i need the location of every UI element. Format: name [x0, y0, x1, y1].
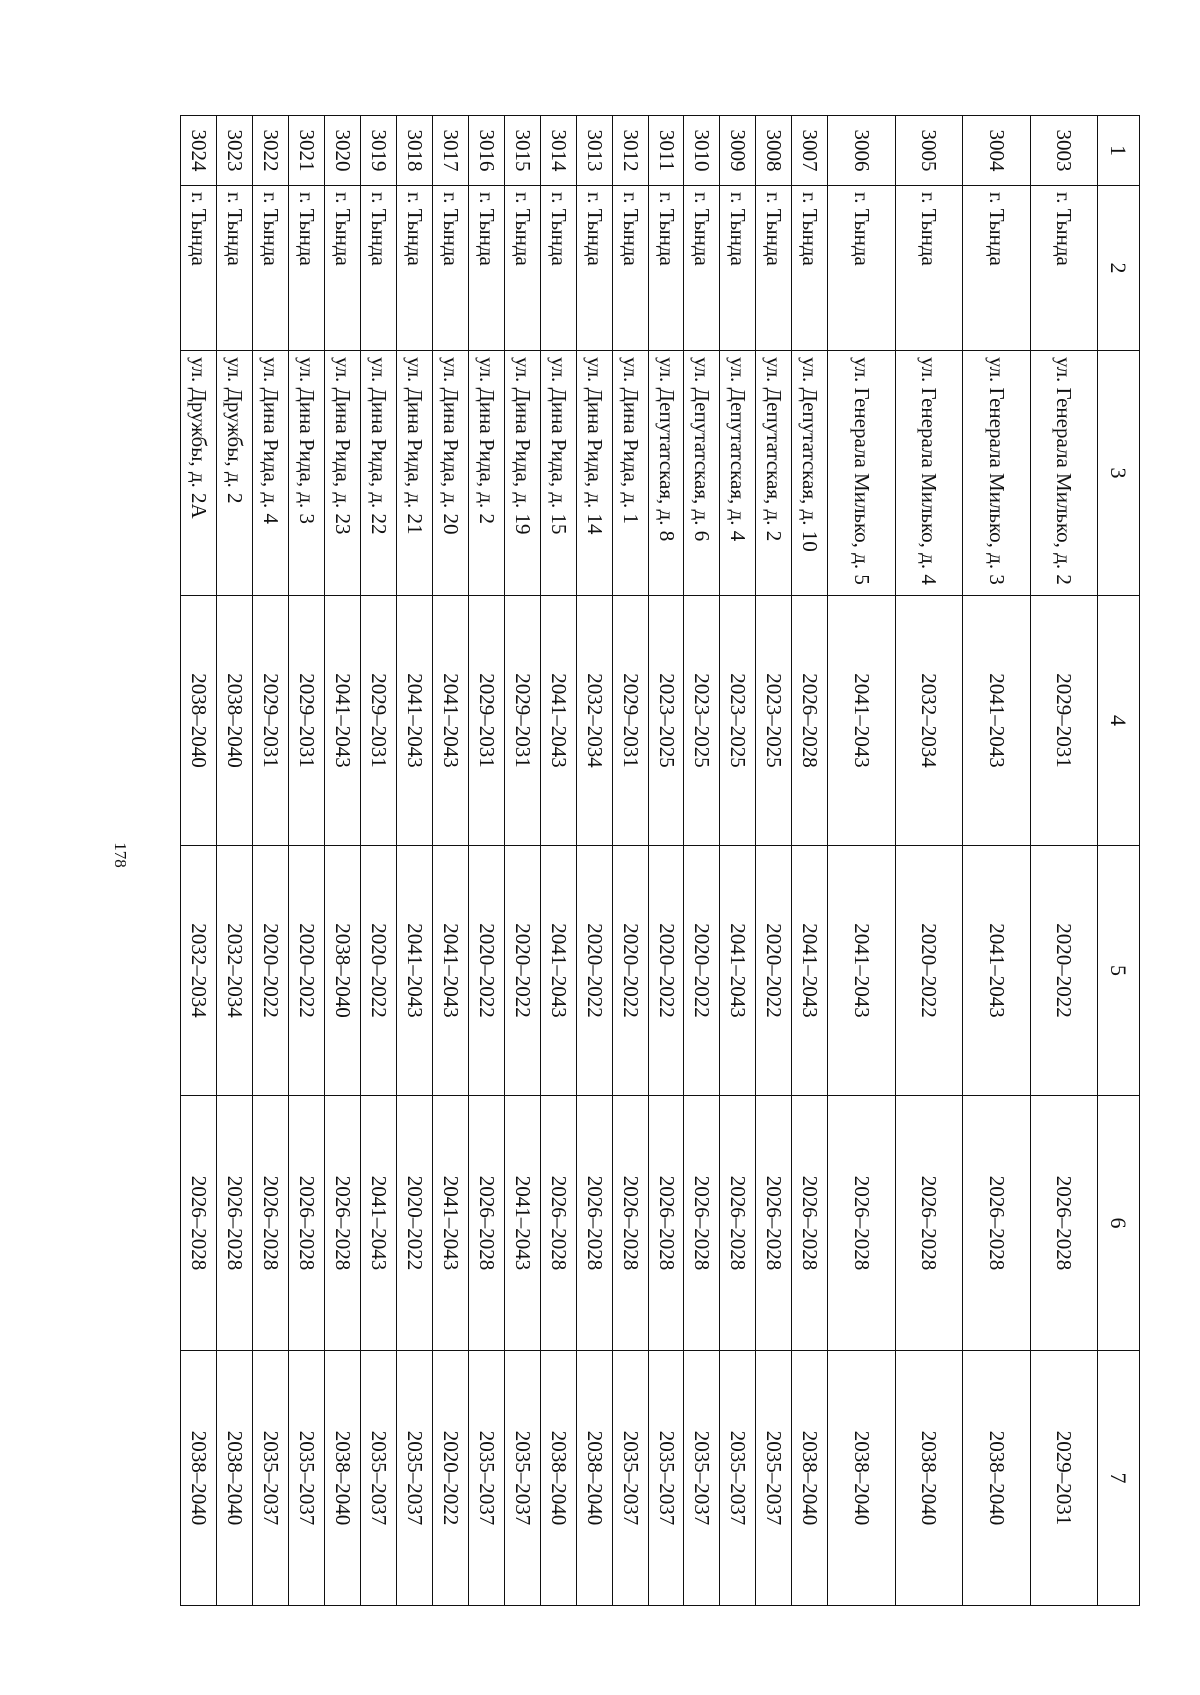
cell-period-col4: 2023–2025	[720, 596, 756, 846]
cell-period-col5: 2041–2043	[792, 846, 828, 1096]
table-row	[792, 116, 828, 1606]
cell-period-col7: 2029–2031	[1030, 1351, 1097, 1606]
cell-period-col7: 2035–2037	[396, 1351, 432, 1606]
cell-period-col6: 2041–2043	[504, 1096, 540, 1351]
cell-number: 3015	[504, 116, 540, 186]
cell-period-col5: 2020–2022	[576, 846, 612, 1096]
cell-address: ул. Дина Рида, д. 20	[432, 351, 468, 596]
cell-period-col7: 2035–2037	[612, 1351, 648, 1606]
cell-number: 3009	[720, 116, 756, 186]
cell-city: г. Тында	[432, 186, 468, 351]
table-row	[540, 116, 576, 1606]
cell-period-col6: 2026–2028	[895, 1096, 962, 1351]
cell-number: 3016	[468, 116, 504, 186]
column-header: 3	[1098, 351, 1140, 596]
cell-address: ул. Дина Рида, д. 21	[396, 351, 432, 596]
table-row	[963, 116, 1030, 1606]
cell-period-col7: 2038–2040	[895, 1351, 962, 1606]
cell-period-col7: 2035–2037	[756, 1351, 792, 1606]
cell-city: г. Тында	[756, 186, 792, 351]
cell-period-col6: 2026–2028	[289, 1096, 325, 1351]
cell-period-col6: 2020–2022	[396, 1096, 432, 1351]
cell-period-col5: 2020–2022	[468, 846, 504, 1096]
cell-city: г. Тында	[468, 186, 504, 351]
cell-period-col5: 2041–2043	[396, 846, 432, 1096]
cell-period-col5: 2041–2043	[540, 846, 576, 1096]
column-header: 1	[1098, 116, 1140, 186]
cell-number: 3021	[289, 116, 325, 186]
cell-period-col6: 2026–2028	[648, 1096, 684, 1351]
cell-period-col7: 2035–2037	[468, 1351, 504, 1606]
cell-address: ул. Генерала Милько, д. 2	[1030, 351, 1097, 596]
cell-address: ул. Депутатская, д. 4	[720, 351, 756, 596]
cell-period-col5: 2038–2040	[324, 846, 360, 1096]
column-header: 5	[1098, 846, 1140, 1096]
cell-address: ул. Дина Рида, д. 19	[504, 351, 540, 596]
cell-period-col5: 2020–2022	[1030, 846, 1097, 1096]
cell-address: ул. Генерала Милько, д. 4	[895, 351, 962, 596]
cell-period-col4: 2029–2031	[253, 596, 289, 846]
cell-period-col4: 2023–2025	[756, 596, 792, 846]
cell-period-col6: 2041–2043	[432, 1096, 468, 1351]
cell-period-col4: 2041–2043	[540, 596, 576, 846]
cell-address: ул. Дина Рида, д. 4	[253, 351, 289, 596]
column-header: 6	[1098, 1096, 1140, 1351]
cell-number: 3014	[540, 116, 576, 186]
cell-period-col4: 2038–2040	[181, 596, 217, 846]
cell-period-col4: 2041–2043	[828, 596, 895, 846]
cell-period-col5: 2020–2022	[648, 846, 684, 1096]
cell-period-col6: 2026–2028	[253, 1096, 289, 1351]
cell-period-col4: 2029–2031	[360, 596, 396, 846]
cell-number: 3008	[756, 116, 792, 186]
cell-address: ул. Депутатская, д. 6	[684, 351, 720, 596]
cell-city: г. Тында	[504, 186, 540, 351]
column-header: 7	[1098, 1351, 1140, 1606]
table-row	[504, 116, 540, 1606]
cell-city: г. Тында	[828, 186, 895, 351]
cell-period-col4: 2029–2031	[468, 596, 504, 846]
cell-address: ул. Дина Рида, д. 3	[289, 351, 325, 596]
cell-number: 3017	[432, 116, 468, 186]
cell-period-col7: 2035–2037	[289, 1351, 325, 1606]
cell-period-col6: 2041–2043	[360, 1096, 396, 1351]
cell-number: 3005	[895, 116, 962, 186]
table-row	[576, 116, 612, 1606]
cell-period-col7: 2038–2040	[828, 1351, 895, 1606]
cell-period-col7: 2035–2037	[648, 1351, 684, 1606]
table-row	[396, 116, 432, 1606]
cell-address: ул. Дина Рида, д. 15	[540, 351, 576, 596]
cell-address: ул. Генерала Милько, д. 5	[828, 351, 895, 596]
cell-number: 3020	[324, 116, 360, 186]
cell-address: ул. Дина Рида, д. 23	[324, 351, 360, 596]
cell-city: г. Тында	[396, 186, 432, 351]
cell-city: г. Тында	[576, 186, 612, 351]
cell-period-col5: 2041–2043	[432, 846, 468, 1096]
registry-table-container	[180, 115, 1140, 1605]
cell-period-col4: 2029–2031	[289, 596, 325, 846]
cell-period-col5: 2020–2022	[504, 846, 540, 1096]
cell-city: г. Тында	[792, 186, 828, 351]
cell-period-col5: 2020–2022	[289, 846, 325, 1096]
cell-number: 3013	[576, 116, 612, 186]
cell-city: г. Тында	[684, 186, 720, 351]
table-row	[720, 116, 756, 1606]
cell-period-col7: 2038–2040	[792, 1351, 828, 1606]
table-body	[181, 116, 1098, 1606]
table-row	[612, 116, 648, 1606]
table-row	[432, 116, 468, 1606]
cell-period-col7: 2035–2037	[684, 1351, 720, 1606]
cell-period-col7: 2038–2040	[324, 1351, 360, 1606]
cell-period-col4: 2032–2034	[895, 596, 962, 846]
cell-period-col6: 2026–2028	[684, 1096, 720, 1351]
cell-number: 3022	[253, 116, 289, 186]
cell-period-col4: 2023–2025	[648, 596, 684, 846]
cell-period-col6: 2026–2028	[963, 1096, 1030, 1351]
cell-city: г. Тында	[963, 186, 1030, 351]
cell-period-col4: 2041–2043	[324, 596, 360, 846]
cell-number: 3011	[648, 116, 684, 186]
cell-number: 3007	[792, 116, 828, 186]
cell-period-col7: 2038–2040	[540, 1351, 576, 1606]
cell-period-col7: 2038–2040	[217, 1351, 253, 1606]
cell-address: ул. Дина Рида, д. 2	[468, 351, 504, 596]
cell-address: ул. Дина Рида, д. 14	[576, 351, 612, 596]
cell-period-col4: 2041–2043	[432, 596, 468, 846]
cell-city: г. Тында	[1030, 186, 1097, 351]
cell-period-col4: 2041–2043	[963, 596, 1030, 846]
cell-period-col4: 2038–2040	[217, 596, 253, 846]
cell-number: 3019	[360, 116, 396, 186]
registry-table	[180, 115, 1140, 1606]
table-row	[360, 116, 396, 1606]
page-number: 178	[111, 842, 130, 868]
cell-address: ул. Дружбы, д. 2А	[181, 351, 217, 596]
cell-period-col6: 2026–2028	[756, 1096, 792, 1351]
column-header: 2	[1098, 186, 1140, 351]
cell-period-col7: 2035–2037	[360, 1351, 396, 1606]
cell-city: г. Тында	[720, 186, 756, 351]
cell-period-col6: 2026–2028	[612, 1096, 648, 1351]
cell-city: г. Тында	[648, 186, 684, 351]
cell-city: г. Тында	[181, 186, 217, 351]
cell-period-col5: 2020–2022	[684, 846, 720, 1096]
table-row	[756, 116, 792, 1606]
cell-city: г. Тында	[217, 186, 253, 351]
table-row	[1030, 116, 1097, 1606]
cell-city: г. Тында	[360, 186, 396, 351]
table-row	[828, 116, 895, 1606]
cell-period-col5: 2020–2022	[756, 846, 792, 1096]
cell-city: г. Тында	[289, 186, 325, 351]
cell-number: 3010	[684, 116, 720, 186]
cell-address: ул. Генерала Милько, д. 3	[963, 351, 1030, 596]
cell-number: 3012	[612, 116, 648, 186]
cell-number: 3018	[396, 116, 432, 186]
cell-period-col7: 2038–2040	[181, 1351, 217, 1606]
cell-period-col4: 2032–2034	[576, 596, 612, 846]
cell-period-col7: 2035–2037	[720, 1351, 756, 1606]
cell-period-col5: 2041–2043	[720, 846, 756, 1096]
cell-period-col6: 2026–2028	[576, 1096, 612, 1351]
cell-address: ул. Дина Рида, д. 1	[612, 351, 648, 596]
table-row	[253, 116, 289, 1606]
cell-period-col5: 2041–2043	[828, 846, 895, 1096]
cell-period-col6: 2026–2028	[324, 1096, 360, 1351]
cell-period-col6: 2026–2028	[792, 1096, 828, 1351]
cell-period-col4: 2029–2031	[612, 596, 648, 846]
cell-period-col4: 2029–2031	[504, 596, 540, 846]
cell-period-col4: 2041–2043	[396, 596, 432, 846]
cell-period-col5: 2020–2022	[612, 846, 648, 1096]
cell-period-col7: 2035–2037	[504, 1351, 540, 1606]
table-row	[684, 116, 720, 1606]
cell-number: 3004	[963, 116, 1030, 186]
cell-period-col6: 2026–2028	[181, 1096, 217, 1351]
cell-city: г. Тында	[324, 186, 360, 351]
cell-city: г. Тында	[612, 186, 648, 351]
cell-address: ул. Депутатская, д. 2	[756, 351, 792, 596]
cell-period-col6: 2026–2028	[217, 1096, 253, 1351]
cell-period-col4: 2029–2031	[1030, 596, 1097, 846]
cell-address: ул. Депутатская, д. 8	[648, 351, 684, 596]
cell-address: ул. Дина Рида, д. 22	[360, 351, 396, 596]
header-row	[1098, 116, 1140, 1606]
table-row	[324, 116, 360, 1606]
cell-period-col7: 2020–2022	[432, 1351, 468, 1606]
cell-period-col7: 2038–2040	[963, 1351, 1030, 1606]
cell-address: ул. Депутатская, д. 10	[792, 351, 828, 596]
cell-period-col7: 2038–2040	[576, 1351, 612, 1606]
cell-period-col6: 2026–2028	[540, 1096, 576, 1351]
cell-period-col4: 2026–2028	[792, 596, 828, 846]
table-row	[895, 116, 962, 1606]
cell-number: 3024	[181, 116, 217, 186]
cell-city: г. Тында	[895, 186, 962, 351]
cell-period-col5: 2032–2034	[181, 846, 217, 1096]
cell-period-col7: 2035–2037	[253, 1351, 289, 1606]
cell-period-col6: 2026–2028	[720, 1096, 756, 1351]
column-header: 4	[1098, 596, 1140, 846]
table-row	[289, 116, 325, 1606]
cell-period-col5: 2032–2034	[217, 846, 253, 1096]
cell-city: г. Тында	[540, 186, 576, 351]
cell-period-col6: 2026–2028	[828, 1096, 895, 1351]
cell-city: г. Тында	[253, 186, 289, 351]
cell-address: ул. Дружбы, д. 2	[217, 351, 253, 596]
cell-period-col5: 2020–2022	[253, 846, 289, 1096]
table-row	[648, 116, 684, 1606]
table-row	[217, 116, 253, 1606]
table-row	[468, 116, 504, 1606]
cell-number: 3023	[217, 116, 253, 186]
cell-period-col6: 2026–2028	[1030, 1096, 1097, 1351]
cell-period-col6: 2026–2028	[468, 1096, 504, 1351]
cell-number: 3006	[828, 116, 895, 186]
table-row	[181, 116, 217, 1606]
cell-period-col5: 2020–2022	[895, 846, 962, 1096]
cell-period-col5: 2020–2022	[360, 846, 396, 1096]
cell-number: 3003	[1030, 116, 1097, 186]
cell-period-col4: 2023–2025	[684, 596, 720, 846]
cell-period-col5: 2041–2043	[963, 846, 1030, 1096]
